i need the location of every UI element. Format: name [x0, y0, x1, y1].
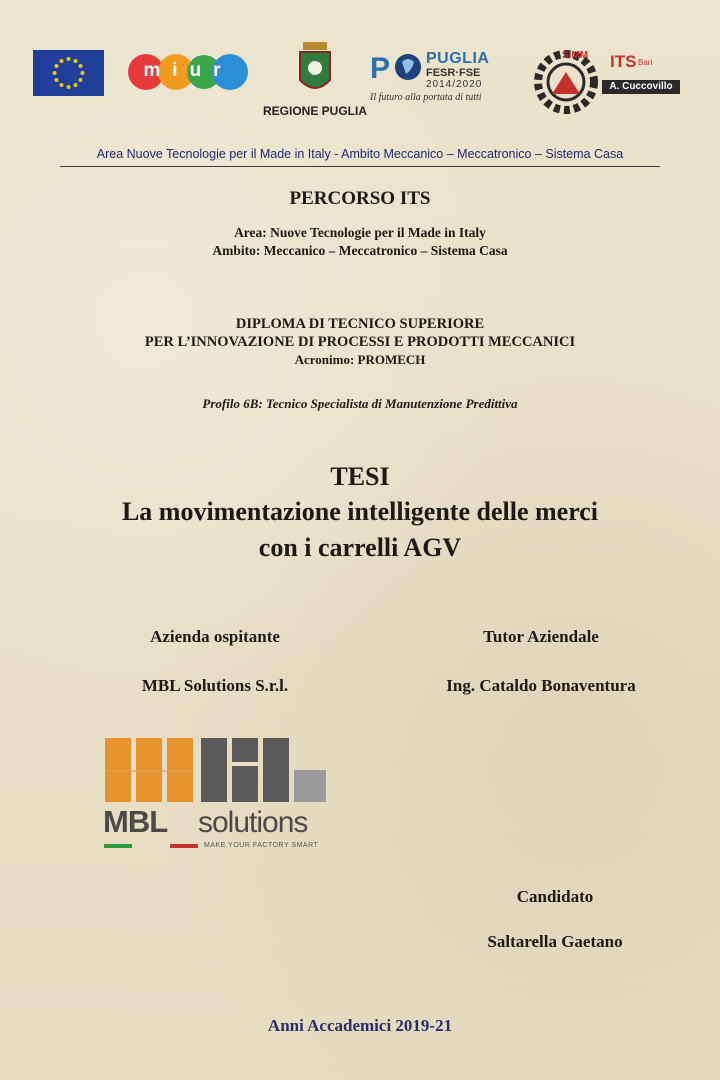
por-icon — [368, 48, 424, 88]
candidate-name: Saltarella Gaetano — [487, 932, 623, 951]
divider — [60, 166, 660, 167]
regione-label: REGIONE PUGLIA — [262, 104, 367, 118]
italian-flag-stripe-icon — [104, 844, 204, 850]
svg-text:P: P — [370, 52, 391, 85]
its-city: Bari — [638, 58, 653, 67]
mbl-text: MBL — [103, 804, 168, 839]
area-line: Area Nuove Tecnologie per il Made in Italy - Ambito Meccanico – Meccatronico – Sistema Casa — [96, 147, 624, 161]
company-name: MBL Solutions S.r.l. — [141, 676, 289, 695]
por-puglia: PUGLIA — [426, 50, 490, 67]
eu-flag-icon — [33, 50, 104, 96]
solutions-text: solutions — [198, 806, 308, 839]
mbl-slogan: MAKE YOUR FACTORY SMART — [204, 842, 319, 849]
profilo: Profilo 6B: Tecnico Specialista di Manutenzione Predittiva — [202, 396, 518, 411]
miur-logo — [126, 52, 250, 92]
regione-crest-icon — [270, 40, 360, 102]
thesis-label: TESI — [330, 462, 390, 491]
por-fesr: FESR·FSE — [426, 67, 481, 79]
course-ambito: Ambito: Meccanico – Meccatronico – Sistema Casa — [212, 243, 508, 258]
candidate-label: Candidato — [516, 887, 594, 906]
por-puglia-logo — [368, 48, 508, 108]
regione-puglia-logo — [262, 40, 367, 122]
mbl-bars-icon — [100, 732, 332, 804]
course-area: Area: Nuove Tecnologie per il Made in Italy — [234, 225, 486, 240]
course-title: PERCORSO ITS — [289, 188, 431, 209]
its-cuccovillo: A. Cuccovillo — [602, 80, 680, 94]
miur-letters: miur — [143, 60, 233, 81]
diploma-line-1: DIPLOMA DI TECNICO SUPERIORE — [235, 316, 485, 332]
thesis-title-line-2: con i carrelli AGV — [258, 533, 462, 562]
its-simm: SIMM — [562, 50, 589, 61]
por-years: 2014/2020 — [426, 79, 483, 90]
mbl-solutions-logo — [100, 732, 332, 858]
academic-years: Anni Accademici 2019-21 — [267, 1016, 453, 1035]
tutor-name: Ing. Cataldo Bonaventura — [446, 676, 636, 695]
company-label: Azienda ospitante — [150, 627, 280, 646]
diploma-line-2: PER L’INNOVAZIONE DI PROCESSI E PRODOTTI MECCANICI — [144, 334, 576, 350]
tutor-label: Tutor Aziendale — [483, 627, 599, 646]
por-tagline: Il futuro alla portata di tutti — [370, 92, 482, 103]
its-cuccovillo-logo — [530, 44, 685, 116]
thesis-title-line-1: La movimentazione intelligente delle merci — [121, 497, 599, 526]
acronimo: Acronimo: PROMECH — [294, 352, 426, 367]
its-name: ITS — [610, 52, 637, 71]
